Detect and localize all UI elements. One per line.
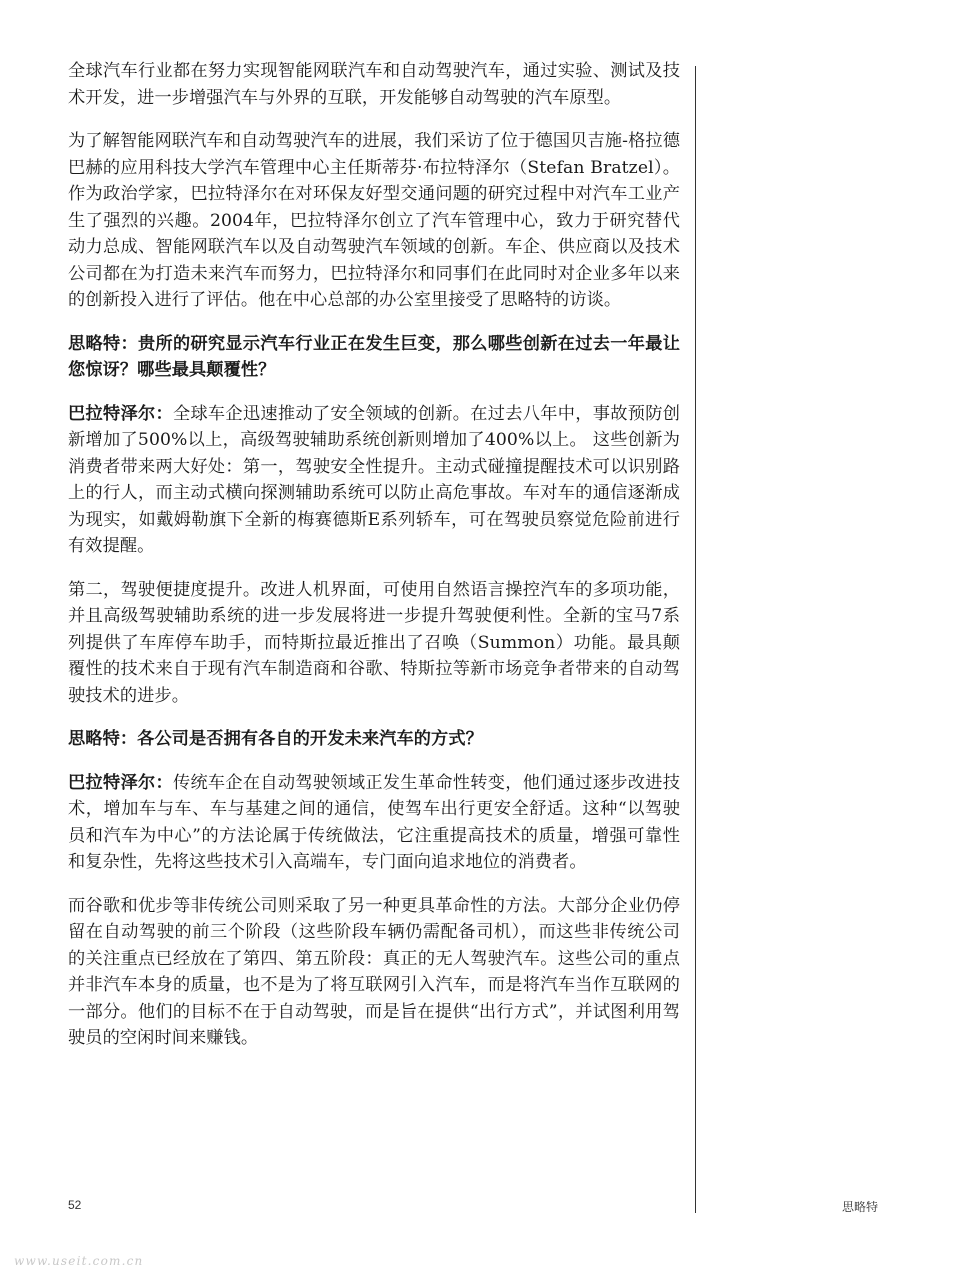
page-number: 52 (68, 1198, 82, 1212)
site-watermark: www.useit.com.cn (14, 1254, 144, 1268)
question-text: 思略特：贵所的研究显示汽车行业正在发生巨变，那么哪些创新在过去一年最让您惊讶？哪些最具颠覆性？ (68, 333, 680, 380)
answer-continuation (68, 577, 680, 710)
paragraph-text: 为了解智能网联汽车和自动驾驶汽车的进展，我们采访了位于德国贝吉施-格拉德巴赫的应用科技大学汽车管理中心主任斯蒂芬·布拉特泽尔（Stefan Bratzel）。 作为政治学家，巴拉特泽尔在对环保友好型交通问题的研究过程中对汽车工业产生了强烈的兴趣。2004年，巴拉特泽尔创立了汽车管理中心，致力于研究替代动力总成、智能网联汽车以及自动驾驶汽车领域的创新。车企、供应商以及技术公司都在为打造未来汽车而努力，巴拉特泽尔和同事们在此同时对企业多年以来的创新投入进行了评估。他在中心总部的办公室里接受了思略特的访谈。 (68, 131, 680, 310)
speaker-label: 巴拉特泽尔： (68, 772, 173, 793)
answer-continuation (68, 893, 680, 1052)
speaker-label: 巴拉特泽尔： (68, 403, 173, 424)
paragraph-text: 第二，驾驶便捷度提升。改进人机界面，可使用自然语言操控汽车的多项功能，并且高级驾驶辅助系统的进一步发展将进一步提升驾驶便利性。全新的宝马7系列提供了车库停车助手，而特斯拉最近推出了召唤（Summon）功能。最具颠覆性的技术来自于现有汽车制造商和谷歌、特斯拉等新市场竞争者带来的自动驾驶技术的进步。 (68, 579, 680, 706)
background-paragraph (68, 128, 680, 314)
paragraph-text: 全球汽车行业都在努力实现智能网联汽车和自动驾驶汽车，通过实验、测试及技术开发，进一步增强汽车与外界的互联，开发能够自动驾驶的汽车原型。 (68, 61, 680, 108)
interview-question (68, 331, 680, 384)
answer-text: 传统车企在自动驾驶领域正发生革命性转变，他们通过逐步改进技术，增加车与车、车与基建之间的通信，使驾车出行更安全舒适。这种“以驾驶员和汽车为中心”的方法论属于传统做法，它注重提高技术的质量，增强可靠性和复杂性，先将这些技术引入高端车，专门面向追求地位的消费者。 (68, 772, 680, 872)
interview-answer (68, 401, 680, 560)
interview-question (68, 726, 680, 753)
interview-answer (68, 770, 680, 876)
answer-text: 全球车企迅速推动了安全领域的创新。在过去八年中，事故预防创新增加了500%以上，高级驾驶辅助系统创新则增加了400%以上。 这些创新为消费者带来两大好处：第一，驾驶安全性提升。主动式碰撞提醒技术可以识别路上的行人，而主动式横向探测辅助系统可以防止高危事故。车对车的通信逐渐成为现实，如戴姆勒旗下全新的梅赛德斯E系列轿车，可在驾驶员察觉危险前进行有效提醒。 (68, 403, 680, 556)
question-text: 思略特：各公司是否拥有各自的开发未来汽车的方式？ (68, 729, 483, 749)
paragraph-text: 而谷歌和优步等非传统公司则采取了另一种更具革命性的方法。大部分企业仍停留在自动驾驶的前三个阶段（这些阶段车辆仍需配备司机），而这些非传统公司的关注重点已经放在了第四、第五阶段：真正的无人驾驶汽车。这些公司的重点并非汽车本身的质量，也不是为了将互联网引入汽车，而是将汽车当作互联网的一部分。他们的目标不在于自动驾驶，而是旨在提供“出行方式”，并试图利用驾驶员的空闲时间来赚钱。 (68, 895, 680, 1048)
article-body (68, 58, 680, 1069)
publication-name: 思略特 (842, 1200, 879, 1214)
column-divider (695, 66, 696, 1213)
intro-paragraph (68, 58, 680, 111)
